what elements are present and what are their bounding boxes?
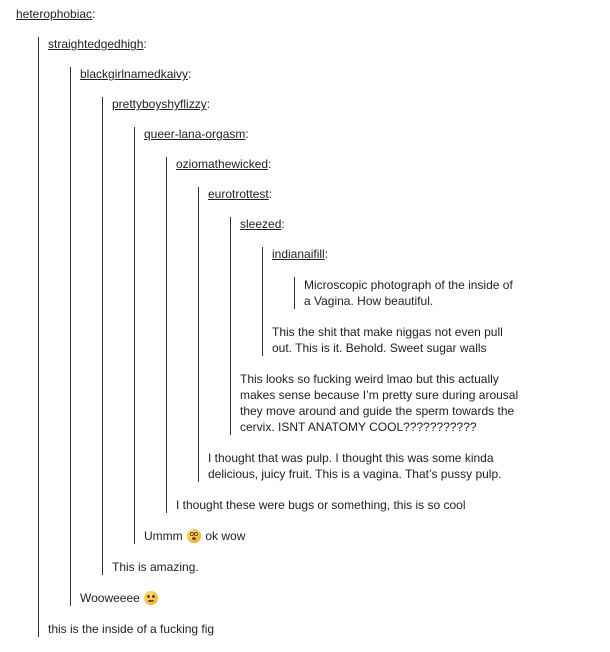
- flushed-face-icon: [187, 529, 201, 543]
- reply-text: This the shit that make niggas not even pull out. This is it. Behold. Sweet sugar walls: [272, 325, 503, 355]
- reblog-author: prettyboyshyflizzy:: [112, 97, 211, 111]
- username-link[interactable]: straightedgedhigh: [48, 37, 144, 51]
- reply-text: This is amazing.: [112, 560, 199, 574]
- username-link[interactable]: prettyboyshyflizzy: [112, 97, 207, 111]
- blockquote-level-2: [70, 67, 596, 606]
- blockquote-level-7: [230, 217, 596, 435]
- reblog-thread: [16, 7, 596, 652]
- username-link[interactable]: indianaifill: [272, 247, 325, 261]
- blockquote-level-4: [134, 127, 596, 544]
- reply-text: Ummm ok wow: [144, 529, 246, 543]
- reblog-author: sleezed:: [240, 217, 285, 231]
- blockquote-level-9: [294, 277, 520, 309]
- reply-text: this is the inside of a fucking fig: [48, 622, 215, 636]
- reblog-author: heterophobiac:: [16, 7, 96, 21]
- username-link[interactable]: oziomathewicked: [176, 157, 269, 171]
- reply-text: I thought these were bugs or something, this is so cool: [176, 498, 466, 512]
- username-link[interactable]: eurotrottest: [208, 187, 269, 201]
- username-link[interactable]: sleezed: [240, 217, 282, 231]
- blockquote-level-6: [198, 187, 596, 482]
- blockquote-level-1: [38, 37, 596, 637]
- username-link[interactable]: blackgirlnamedkaivy: [80, 67, 189, 81]
- username-link[interactable]: heterophobiac: [16, 7, 93, 21]
- reblog-author: oziomathewicked:: [176, 157, 272, 171]
- blockquote-level-5: [166, 157, 596, 513]
- relieved-face-icon: [144, 591, 158, 605]
- blockquote-level-3: [102, 97, 596, 575]
- reblog-author: queer-lana-orgasm:: [144, 127, 249, 141]
- reblog-author: eurotrottest:: [208, 187, 273, 201]
- reblog-author: straightedgedhigh:: [48, 37, 147, 51]
- reply-text: Wooweeee: [80, 590, 596, 606]
- username-link[interactable]: queer-lana-orgasm: [144, 127, 246, 141]
- reply-text: This looks so fucking weird lmao but this actually makes sense because I’m pretty sure during arousal they move around and guide the sperm towards the cervix. ISNT ANATOMY COOL???????????: [240, 372, 519, 434]
- blockquote-level-8: [262, 247, 596, 356]
- reply-text: I thought that was pulp. I thought this was some kinda delicious, juicy fruit. This is a vagina. That’s pussy pulp.: [208, 451, 502, 481]
- reblog-author: blackgirlnamedkaivy:: [80, 67, 192, 81]
- original-post-text: Microscopic photograph of the inside of a Vagina. How beautiful.: [304, 278, 513, 308]
- reblog-author: indianaifill:: [272, 247, 329, 261]
